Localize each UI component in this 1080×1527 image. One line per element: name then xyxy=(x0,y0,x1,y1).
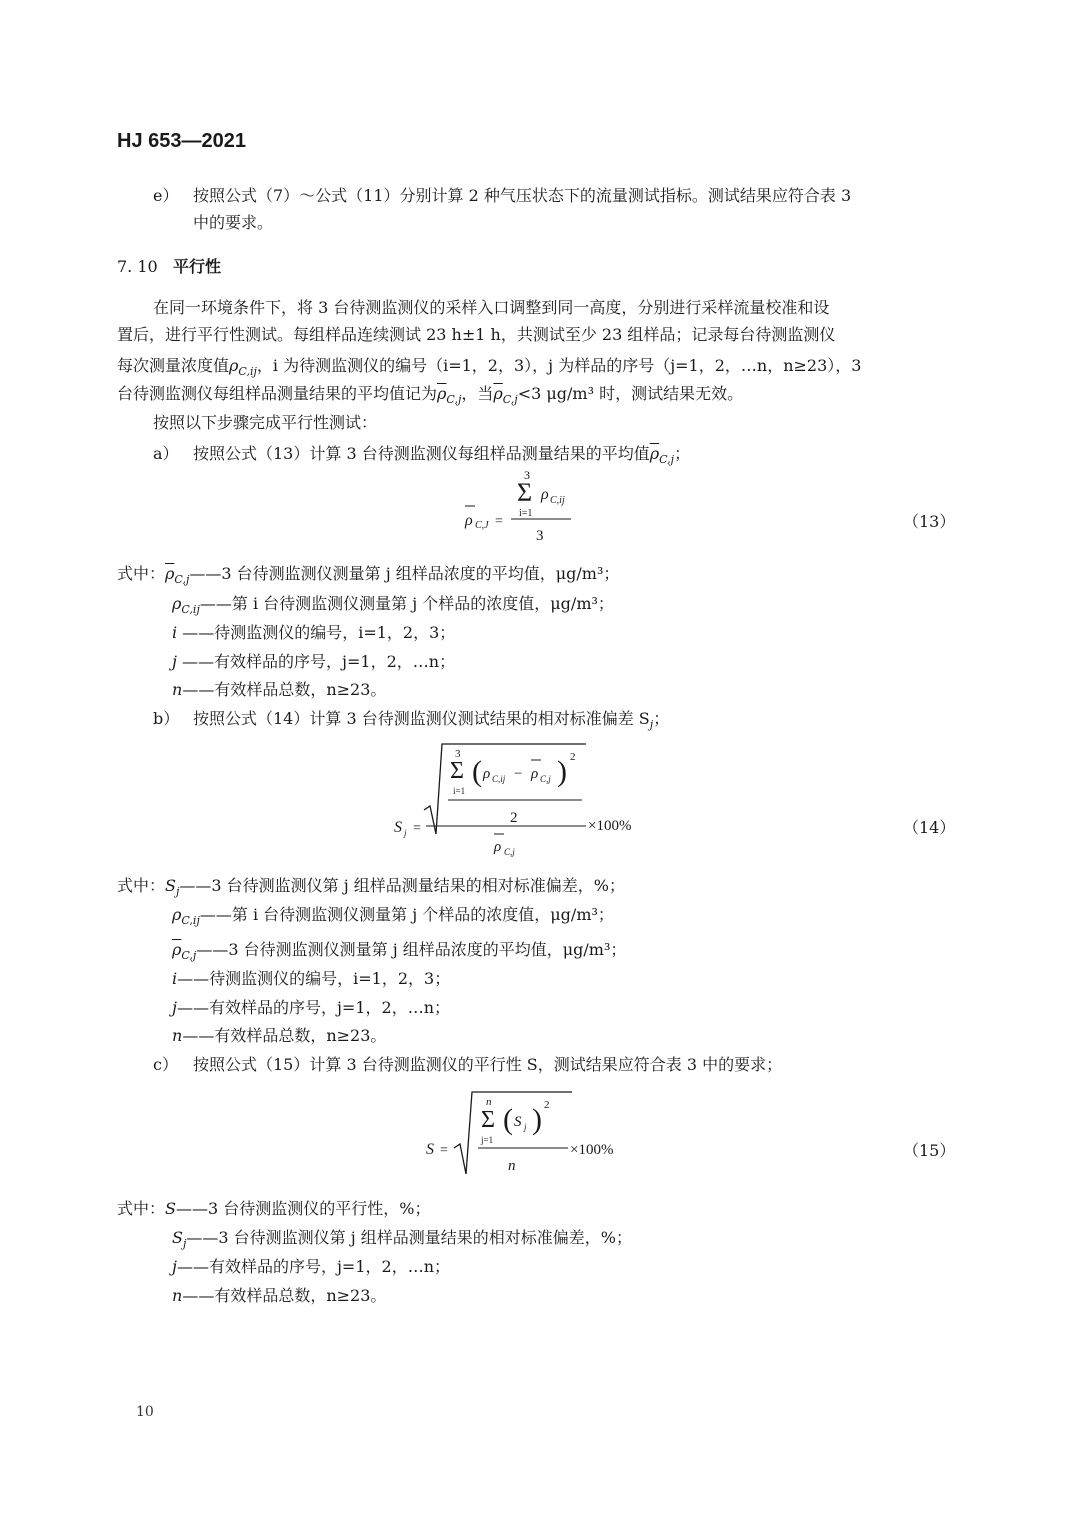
eq14-den-rho: ρ xyxy=(494,839,502,855)
eq14-upper: 3 xyxy=(455,748,461,760)
eq13-sigma: Σ xyxy=(517,478,533,507)
step-b-text: 按照公式（14）计算 3 台待测监测仪测试结果的相对标准偏差 S xyxy=(193,709,650,728)
where1-line3 xyxy=(172,619,455,646)
where1-label: 式中： xyxy=(117,564,166,583)
sym-j-3: j xyxy=(172,1257,177,1276)
where3-label: 式中： xyxy=(117,1199,166,1218)
step-a-text-line: 按照公式（13）计算 3 台待测监测仪每组样品测量结果的平均值$\overline{\rho}_{C,j}$； xyxy=(193,444,691,467)
sym-sj: $S_j$ xyxy=(165,876,180,899)
sym-n-3: n xyxy=(172,1286,183,1305)
para-line-2: 置后，进行平行性测试。每组样品连续测试 23 h±1 h，共测试至少 23 组样品；记录每台待测监测仪 xyxy=(117,325,836,344)
page-number: 10 xyxy=(136,1404,154,1420)
eq14-lower: i=1 xyxy=(453,786,466,796)
where2-label: 式中： xyxy=(117,876,166,895)
where3-d2: ——3 台待测监测仪第 j 组样品测量结果的相对标准偏差，%； xyxy=(186,1228,632,1247)
where2-d5: ——有效样品的序号，j=1，2，…n； xyxy=(176,998,451,1017)
para-line-4-a: 台待测监测仪每组样品测量结果的平均值记为 xyxy=(117,384,438,403)
sym-rho-cij: $\rho_{C,ij}$ xyxy=(172,594,200,617)
where2-line6 xyxy=(172,1022,386,1049)
item-e-line1: 按照公式（7）～公式（11）分别计算 2 种气压状态下的流量测试指标。测试结果应符合表 3 xyxy=(193,186,852,205)
eq14-rparen: ) xyxy=(557,755,567,788)
where2-line5 xyxy=(172,994,450,1021)
eq13-rho-bar-sub: C,J xyxy=(475,520,489,531)
eq15-den: n xyxy=(508,1158,516,1174)
where2-line2 xyxy=(172,901,614,934)
sym-rho-bar-2: $\overline{\rho}_{C,j}$ xyxy=(172,940,197,963)
para-line-3-b: ，i 为待测监测仪的编号（i=1，2，3），j 为样品的序号（j=1，2，…n，n≥23），3 xyxy=(256,356,862,375)
eq15-exp: 2 xyxy=(544,1099,550,1111)
where3-line4 xyxy=(172,1282,386,1309)
eq15-number: （15） xyxy=(903,1141,956,1160)
eq13-rho-sub: C,ij xyxy=(550,495,565,506)
equation-13 xyxy=(455,466,585,546)
eq13-number: （13） xyxy=(903,512,956,531)
where3-d4: ——有效样品总数，n≥23。 xyxy=(182,1286,387,1305)
para-line-4-c: <3 μg/m³ 时，测试结果无效。 xyxy=(517,384,744,403)
eq13-equals: = xyxy=(495,514,503,529)
where2-d3: ——3 台待测监测仪测量第 j 组样品浓度的平均值，μg/m³； xyxy=(196,940,627,959)
where3-d3: ——有效样品的序号，j=1，2，…n； xyxy=(176,1257,451,1276)
eq14-equals: = xyxy=(413,821,421,836)
where1-line4 xyxy=(172,648,455,675)
eq14-number: （14） xyxy=(903,818,956,837)
eq14-pct: ×100% xyxy=(588,818,632,834)
para-line-3-a: 每次测量浓度值 xyxy=(117,356,230,375)
eq14-lparen: ( xyxy=(472,755,482,788)
eq15-upper: n xyxy=(486,1096,492,1108)
eq14-rho-bar-sub: C,j xyxy=(540,774,551,784)
sym-rho-cij-2: $\rho_{C,ij}$ xyxy=(172,905,200,928)
eq15-lparen: ( xyxy=(503,1103,513,1136)
where1-line5 xyxy=(172,676,386,703)
eq15-equals: = xyxy=(440,1143,448,1158)
eq14-rho-sub: C,ij xyxy=(492,774,506,784)
where3-d1: ——3 台待测监测仪的平行性，%； xyxy=(175,1199,431,1218)
eq15-rparen: ) xyxy=(532,1103,542,1136)
where1-d2: ——第 i 台待测监测仪测量第 j 个样品的浓度值，μg/m³； xyxy=(199,594,614,613)
section-title: 平行性 xyxy=(172,257,221,276)
where2-line4 xyxy=(172,965,450,992)
step-a-text: 按照公式（13）计算 3 台待测监测仪每组样品测量结果的平均值 xyxy=(193,444,650,463)
equation-14 xyxy=(390,738,660,863)
eq13-lower: i=1 xyxy=(519,508,533,519)
where1-d1: ——3 台待测监测仪测量第 j 组样品浓度的平均值，μg/m³； xyxy=(189,564,620,583)
rho-bar-symbol: $\overline{\rho}_{C,j}$ xyxy=(437,384,462,407)
step-c-text: 按照公式（15）计算 3 台待测监测仪的平行性 S，测试结果应符合表 3 中的要求； xyxy=(193,1055,783,1074)
where3-line1 xyxy=(117,1195,430,1222)
eq14-s-sub: j xyxy=(404,828,407,838)
standard-code: HJ 653—2021 xyxy=(117,130,246,152)
sym-n-2: n xyxy=(172,1026,183,1045)
eq15-sigma: Σ xyxy=(481,1107,495,1133)
eq14-exp: 2 xyxy=(570,751,576,763)
where2-d2: ——第 i 台待测监测仪测量第 j 个样品的浓度值，μg/m³； xyxy=(199,905,614,924)
para-line-1: 在同一环境条件下，将 3 台待测监测仪的采样入口调整到同一高度，分别进行采样流量校准和设 xyxy=(153,298,830,317)
where2-d6: ——有效样品总数，n≥23。 xyxy=(182,1026,387,1045)
sym-sj-2: $S_j$ xyxy=(172,1228,187,1251)
eq15-lower: j=1 xyxy=(481,1135,494,1145)
item-e-line2: 中的要求。 xyxy=(193,213,274,232)
sym-sj-sub: j xyxy=(649,718,654,732)
item-e-marker: e） xyxy=(153,186,179,205)
step-b-marker: b） xyxy=(153,709,180,728)
step-c-marker: c） xyxy=(153,1055,178,1074)
rho-bar-symbol-3: $\overline{\rho}_{C,j}$ xyxy=(649,444,675,467)
sym-i-2: i xyxy=(172,969,178,988)
eq13-den: 3 xyxy=(536,528,544,544)
sym-n: n xyxy=(172,680,183,699)
eq15-s-sub: j xyxy=(524,1122,527,1132)
where1-d5: ——有效样品总数，n≥23。 xyxy=(182,680,387,699)
sym-rho-bar: $\overline{\rho}_{C,j}$ xyxy=(165,564,190,587)
rho-c-ij-symbol: $\rho_{C,ij}$ xyxy=(229,356,257,379)
equation-15 xyxy=(420,1086,640,1181)
where2-d1: ——3 台待测监测仪第 j 组样品测量结果的相对标准偏差，%； xyxy=(179,876,626,895)
where3-line3 xyxy=(172,1253,450,1280)
eq14-rho-bar: ρ xyxy=(531,766,539,782)
where2-d4: ——待测监测仪的编号，i=1，2，3； xyxy=(177,969,451,988)
eq14-s: S xyxy=(394,819,402,836)
eq14-rho: ρ xyxy=(483,766,491,782)
rho-bar-symbol-2: $\overline{\rho}_{C,j}$ xyxy=(493,384,518,407)
eq14-minus: − xyxy=(514,766,523,782)
section-number: 7. 10 xyxy=(117,257,158,276)
sym-j-2: j xyxy=(172,998,177,1017)
para-line-4-b: ，当 xyxy=(461,384,494,403)
eq15-s: S xyxy=(514,1114,522,1130)
where1-d4: ——有效样品的序号，j=1，2，…n； xyxy=(182,652,456,671)
section-heading xyxy=(117,254,221,277)
eq13-upper: 3 xyxy=(524,468,530,482)
eq14-den-sub: C,j xyxy=(504,847,515,857)
eq13-rho-bar: ρ xyxy=(465,512,473,529)
eq14-den-inner: 2 xyxy=(510,810,518,826)
step-a-marker: a） xyxy=(153,444,179,463)
where1-d3: ——待测监测仪的编号，i=1，2，3； xyxy=(182,623,456,642)
para-steps: 按照以下步骤完成平行性测试： xyxy=(153,413,378,432)
eq13-rho: ρ xyxy=(541,486,549,503)
sym-j: j xyxy=(172,652,183,671)
sym-s: S xyxy=(165,1199,176,1218)
eq15-pct: ×100% xyxy=(570,1142,614,1158)
sym-i: i xyxy=(172,623,183,642)
eq14-sigma: Σ xyxy=(450,758,464,784)
where1-line1 xyxy=(117,560,619,593)
eq15-lhs: S xyxy=(426,1141,434,1158)
step-b-text-line: 按照公式（14）计算 3 台待测监测仪测试结果的相对标准偏差 $S_j$； xyxy=(193,709,670,732)
